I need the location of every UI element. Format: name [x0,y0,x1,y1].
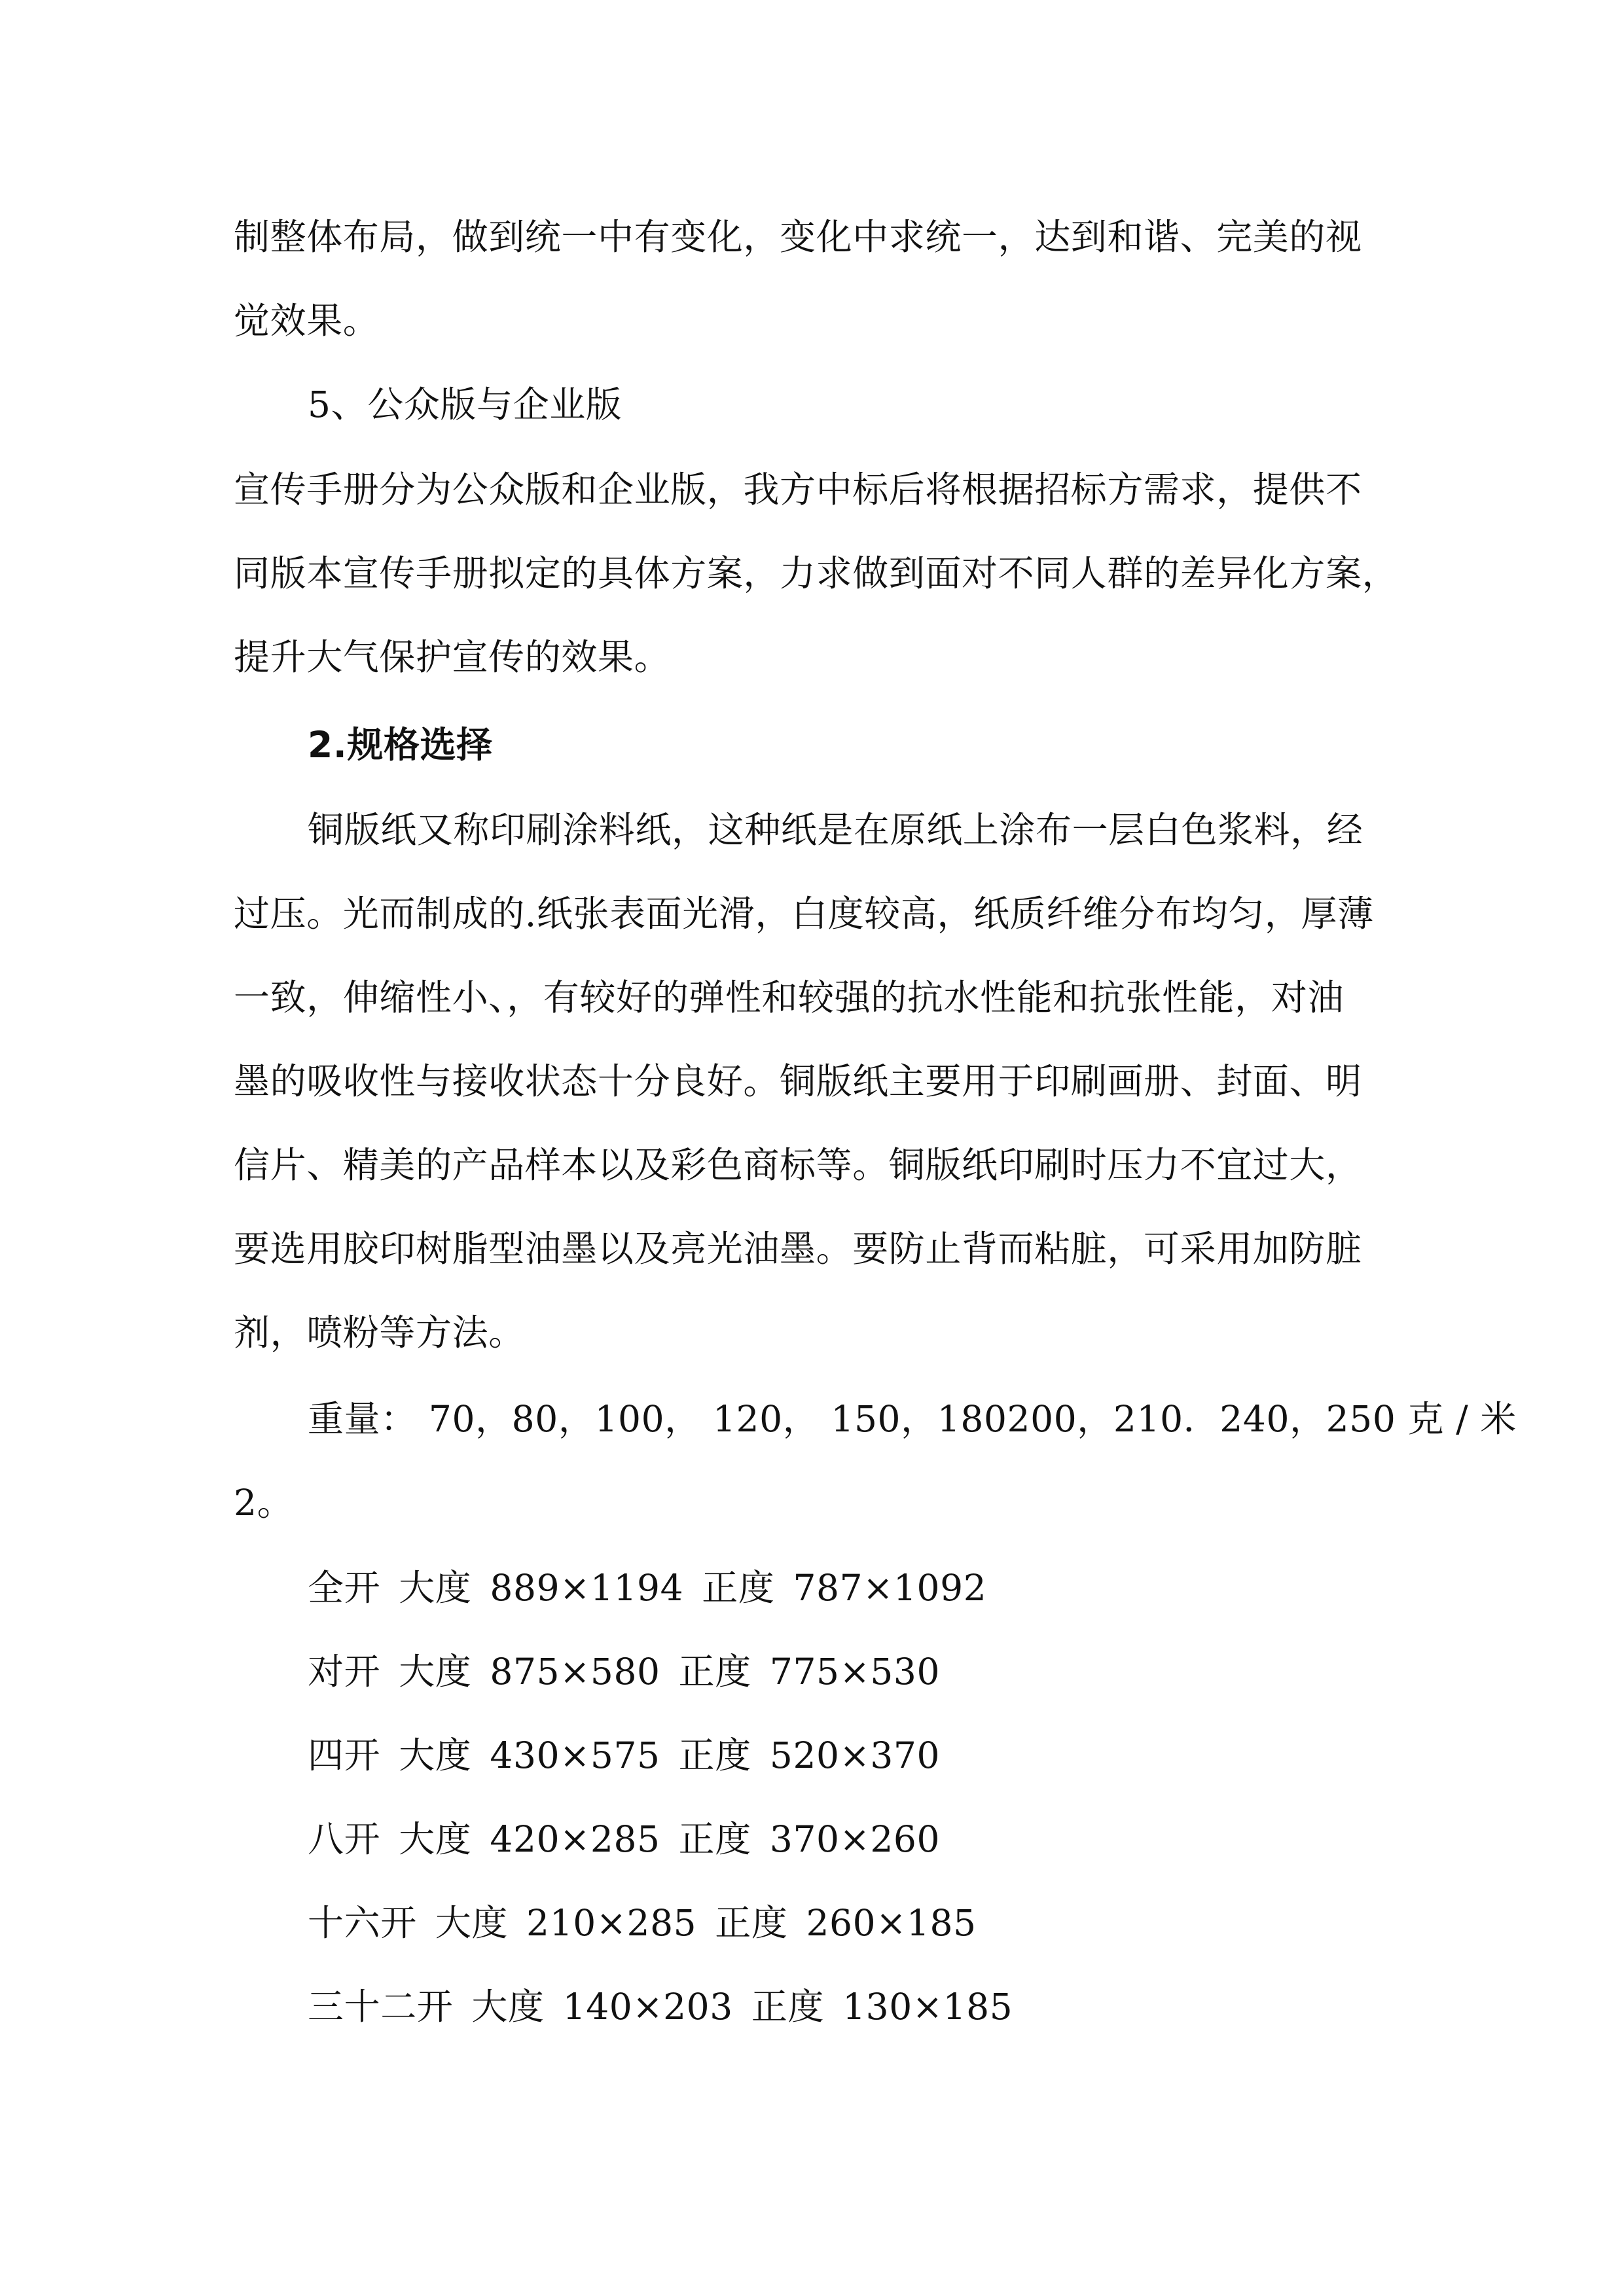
paragraph-line: 信片、精美的产品样本以及彩色商标等。铜版纸印刷时压力不宜过大， [234,1144,1362,1186]
size-row [308,1729,940,1782]
paragraph-line: 铜版纸又称印刷涂料纸，这种纸是在原纸上涂布一层白色浆料，经 [308,809,1363,851]
regular-label: 正度 [678,1651,751,1693]
section-heading: 2.规格选择 [308,724,493,766]
paragraph-line: 提升大气保护宣传的效果。 [234,636,671,678]
regular-label: 正度 [678,1734,751,1776]
size-name: 三十二开 [308,1986,454,2028]
regular-size: 370×260 [769,1818,941,1860]
size-row [308,1645,940,1698]
paragraph-line: 一致，伸缩性小、，有较好的弹性和较强的抗水性能和抗张性能，对油 [234,977,1344,1018]
regular-label: 正度 [678,1818,751,1860]
size-row [308,1562,986,1614]
large-label: 大度 [471,1986,545,2028]
large-label: 大度 [399,1651,472,1693]
large-size: 140×203 [562,1986,733,2028]
size-name: 对开 [308,1651,381,1693]
regular-size: 520×370 [769,1734,941,1776]
large-size: 420×285 [490,1818,660,1860]
large-size: 875×580 [490,1651,660,1693]
large-label: 大度 [399,1734,472,1776]
paragraph-line: 过压。光而制成的.纸张表面光滑，白度较高，纸质纤维分布均匀，厚薄 [234,893,1374,935]
paragraph-line: 墨的吸收性与接收状态十分良好。铜版纸主要用于印刷画册、封面、明 [234,1060,1362,1102]
size-row [308,1981,1013,2033]
size-name: 十六开 [308,1902,417,1944]
weight-line-continued: 2。 [234,1482,294,1524]
size-name: 四开 [308,1734,381,1776]
paragraph-line: 剂，喷粉等方法。 [234,1312,525,1354]
large-size: 210×285 [526,1902,697,1944]
paragraph-line: 觉效果。 [234,300,380,342]
size-row [308,1813,940,1865]
size-name: 全开 [308,1567,381,1609]
paragraph-line: 制整体布局，做到统一中有变化，变化中求统一，达到和谐、完美的视 [234,216,1362,258]
weight-line: 重量： 70，80，100， 120， 150，180200，210．240，250 克 / 米 [308,1398,1517,1440]
regular-size: 130×185 [842,1986,1013,2028]
size-row [308,1897,977,1949]
regular-label: 正度 [715,1902,788,1944]
large-label: 大度 [399,1567,472,1609]
large-size: 430×575 [490,1734,660,1776]
regular-label: 正度 [751,1986,825,2028]
large-label: 大度 [399,1818,472,1860]
regular-size: 775×530 [769,1651,941,1693]
paragraph-line: 宣传手册分为公众版和企业版，我方中标后将根据招标方需求，提供不 [234,469,1362,511]
regular-label: 正度 [702,1567,775,1609]
paragraph-line: 同版本宣传手册拟定的具体方案，力求做到面对不同人群的差异化方案， [234,552,1399,594]
paragraph-line: 要选用胶印树脂型油墨以及亮光油墨。要防止背而粘脏，可采用加防脏 [234,1228,1362,1270]
regular-size: 787×1092 [793,1567,987,1609]
regular-size: 260×185 [806,1902,977,1944]
size-name: 八开 [308,1818,381,1860]
large-label: 大度 [435,1902,509,1944]
item-5-title: 5、公众版与企业版 [308,384,623,425]
large-size: 889×1194 [490,1567,684,1609]
